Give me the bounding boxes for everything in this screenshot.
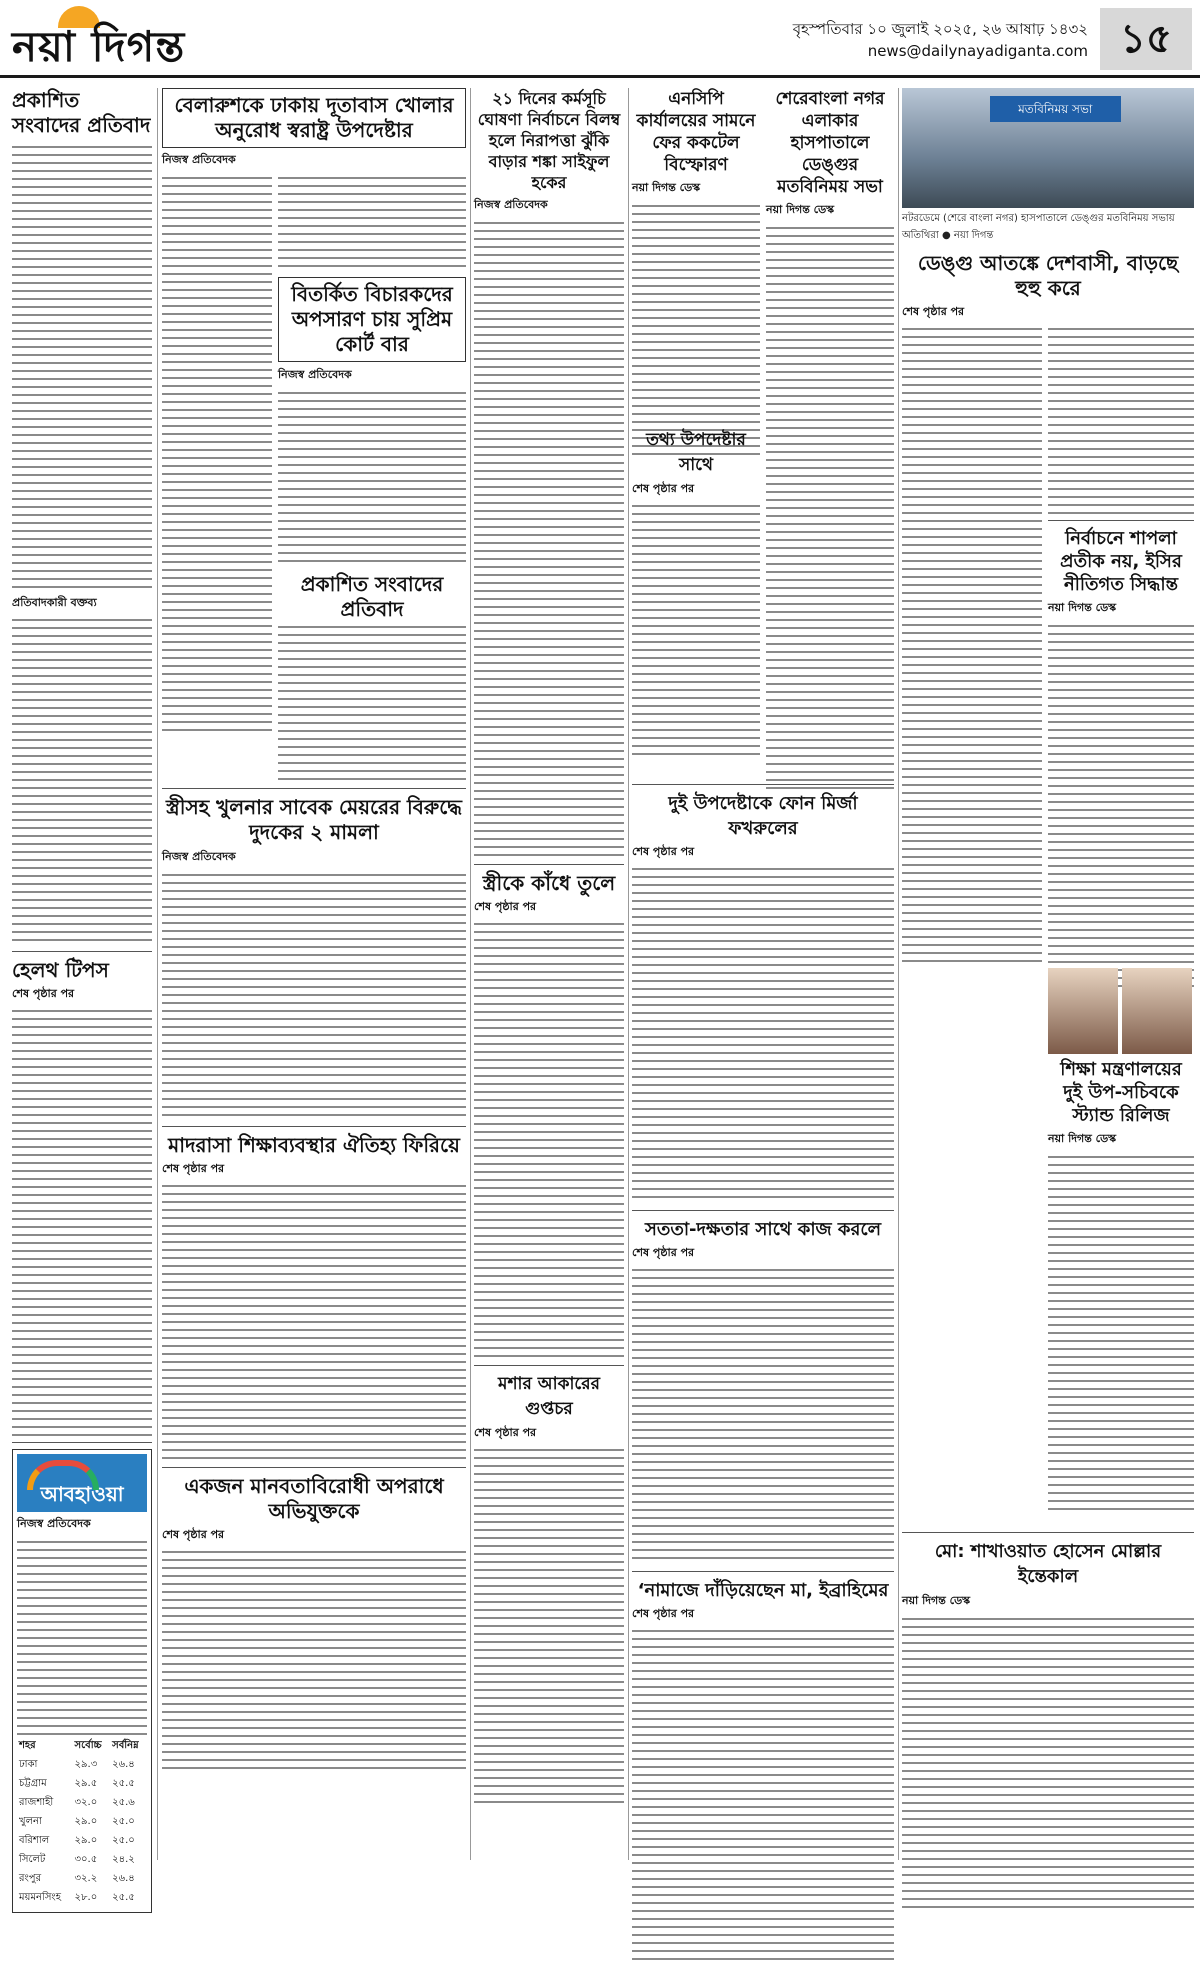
article-title: একজন মানবতাবিরোধী অপরাধে অভিযুক্তকে [184, 1474, 444, 1523]
article-subhead: শেষ পৃষ্ঠার পর [162, 1162, 225, 1175]
article-title: বেলারুশকে ঢাকায় দূতাবাস খোলার অনুরোধ স্বরাষ্ট্র উপদেষ্টার [174, 93, 454, 142]
article-title: নির্বাচনে শাপলা প্রতীক নয়, ইসির নীতিগত সিদ্ধান্ত [1060, 528, 1182, 595]
article-byline: নিজস্ব প্রতিবেদক [474, 198, 548, 211]
article-byline: নয়া দিগন্ত ডেস্ক [632, 181, 701, 194]
article-byline: নিজস্ব প্রতিবেদক [278, 368, 352, 381]
weather-byline: নিজস্ব প্রতিবেদক [17, 1517, 91, 1530]
article-body [12, 1006, 152, 1436]
article-title: সততা-দক্ষতার সাথে কাজ করলে [644, 1219, 882, 1240]
article-box [162, 88, 466, 148]
article-title: ডেঙ্গু আতঙ্কে দেশবাসী, বাড়ছে হুহু করে [917, 251, 1179, 300]
article-body [12, 615, 152, 945]
article-body [162, 870, 466, 1120]
table-row: খুলনা ২৯.০ ২৫.০ [19, 1816, 135, 1827]
article-body [278, 388, 466, 568]
article-title: হেলথ টিপস [12, 958, 109, 982]
article-body [474, 1445, 624, 1805]
photo-caption: নটরডেমে (শেরে বাংলা নগর) হাসপাতালে ডেঙ্গুর মতবিনিময় সভায় অতিথিরা ● নয়া দিগন্ত [902, 213, 1175, 241]
article-title: স্ত্রীসহ খুলনার সাবেক মেয়রের বিরুদ্ধে দুদকের ২ মামলা [166, 795, 462, 844]
article-body [162, 1181, 466, 1461]
photo-banner: মতবিনিময় সভা [990, 96, 1121, 122]
article-body [632, 864, 894, 1204]
article-subhead: শেষ পৃষ্ঠার পর [632, 482, 695, 495]
column-2 [162, 88, 466, 1860]
column-3 [474, 88, 624, 1860]
table-row: ময়মনসিংহ ২৮.০ ২৫.৫ [19, 1892, 135, 1903]
article-subhead: প্রতিবাদকারী বক্তব্য [12, 596, 97, 609]
table-row: বরিশাল ২৯.০ ২৫.০ [19, 1835, 135, 1846]
article-box [278, 277, 466, 362]
issue-date: বৃহস্পতিবার ১০ জুলাই ২০২৫, ২৬ আষাঢ় ১৪৩২ [792, 20, 1088, 38]
weather-col-max: সর্বোচ্চ [74, 1740, 102, 1751]
article-title: বিতর্কিত বিচারকদের অপসারণ চায় সুপ্রিম কোর্ট বার [291, 282, 453, 356]
page-number: ১৫ [1100, 8, 1192, 70]
article-body [162, 173, 272, 733]
article-title: তথ্য উপদেষ্টার সাথে [646, 430, 746, 475]
website-email: news@dailynayadiganta.com [867, 42, 1088, 60]
article-body [474, 919, 624, 1359]
headshot-photo [1048, 968, 1118, 1054]
article-subhead: শেষ পৃষ্ঠার পর [162, 1528, 225, 1541]
weather-box [12, 1449, 152, 1913]
article-subhead: শেষ পৃষ্ঠার পর [632, 1246, 695, 1259]
article-subhead: শেষ পৃষ্ঠার পর [474, 1426, 537, 1439]
article-body [632, 501, 760, 761]
article-byline: নয়া দিগন্ত ডেস্ক [902, 1594, 971, 1607]
article-body [278, 622, 466, 782]
newspaper-logo: নয়া দিগন্ত [12, 22, 186, 71]
table-row: রাজশাহী ৩২.০ ২৫.৬ [19, 1797, 135, 1808]
article-body [632, 1265, 894, 1565]
article-byline: নিজস্ব প্রতিবেদক [162, 153, 236, 166]
weather-body [17, 1537, 147, 1737]
article-body [1048, 1152, 1194, 1512]
weather-col-city: শহর [19, 1740, 36, 1751]
article-title: প্রকাশিত সংবাদের প্রতিবাদ [300, 572, 444, 621]
article-byline: নয়া দিগন্ত ডেস্ক [766, 203, 835, 216]
article-body [1048, 621, 1194, 991]
column-1 [12, 88, 152, 1903]
article-title: প্রকাশিত সংবাদের প্রতিবাদ [12, 88, 151, 137]
date-line [793, 18, 1088, 62]
article-title: মাদরাসা শিক্ষাব্যবস্থার ঐতিহ্য ফিরিয়ে [168, 1133, 460, 1157]
table-row: চট্টগ্রাম ২৯.৫ ২৫.৫ [19, 1778, 135, 1789]
weather-title: আবহাওয়া [40, 1482, 124, 1506]
article-body [766, 223, 894, 793]
weather-table [17, 1737, 147, 1908]
article-byline: নয়া দিগন্ত ডেস্ক [1048, 1132, 1117, 1145]
article-title: মশার আকারের গুপ্তচর [498, 1374, 600, 1419]
weather-col-min: সর্বনিম্ন [112, 1740, 139, 1751]
article-body [902, 324, 1042, 964]
table-row: রংপুর ৩২.২ ২৬.৪ [19, 1873, 135, 1884]
headshot-photo [1122, 968, 1192, 1054]
weather-header [17, 1454, 147, 1512]
article-body [902, 1614, 1194, 1914]
article-title: দুই উপদেষ্টাকে ফোন মির্জা ফখরুলের [668, 793, 858, 839]
column-4 [632, 88, 894, 1860]
masthead [0, 0, 1200, 78]
article-subhead: শেষ পৃষ্ঠার পর [632, 845, 695, 858]
article-byline: নয়া দিগন্ত ডেস্ক [1048, 601, 1117, 614]
article-subhead: শেষ পৃষ্ঠার পর [632, 1607, 695, 1620]
article-body [474, 218, 624, 858]
article-body [278, 173, 466, 273]
article-subhead: শেষ পৃষ্ঠার পর [902, 305, 965, 318]
article-title: মো: শাখাওয়াত হোসেন মোল্লার ইন্তেকাল [934, 1541, 1162, 1587]
article-title: ২১ দিনের কর্মসূচি ঘোষণা নির্বাচনে বিলম্ব হলে নিরাপত্তা ঝুঁকি বাড়ার শঙ্কা সাইফুল হকের [477, 89, 621, 192]
article-title: ‘নামাজে দাঁড়িয়েছেন মা, ইব্রাহিমের [637, 1580, 889, 1601]
article-title: এনসিপি কার্যালয়ের সামনে ফের ককটেল বিস্ফোরণ [636, 89, 756, 175]
column-5 [902, 88, 1194, 1860]
article-subhead: শেষ পৃষ্ঠার পর [474, 900, 537, 913]
article-title: স্ত্রীকে কাঁধে তুলে [482, 871, 616, 895]
article-subhead: শেষ পৃষ্ঠার পর [12, 987, 75, 1000]
article-body [12, 142, 152, 592]
article-title: শিক্ষা মন্ত্রণালয়ের দুই উপ-সচিবকে স্ট্যান্ড রিলিজ [1060, 1059, 1182, 1126]
article-body [1048, 324, 1194, 514]
article-body [632, 201, 760, 461]
table-row: ঢাকা ২৯.৩ ২৬.৪ [19, 1759, 135, 1770]
article-byline: নিজস্ব প্রতিবেদক [162, 850, 236, 863]
article-body [632, 1626, 894, 1966]
event-photo [902, 88, 1194, 208]
article-title: শেরেবাংলা নগর এলাকার হাসপাতালে ডেঙ্গুর মতবিনিময় সভা [775, 89, 885, 197]
article-body [162, 1547, 466, 1772]
table-row: সিলেট ৩০.৫ ২৪.২ [19, 1854, 135, 1865]
